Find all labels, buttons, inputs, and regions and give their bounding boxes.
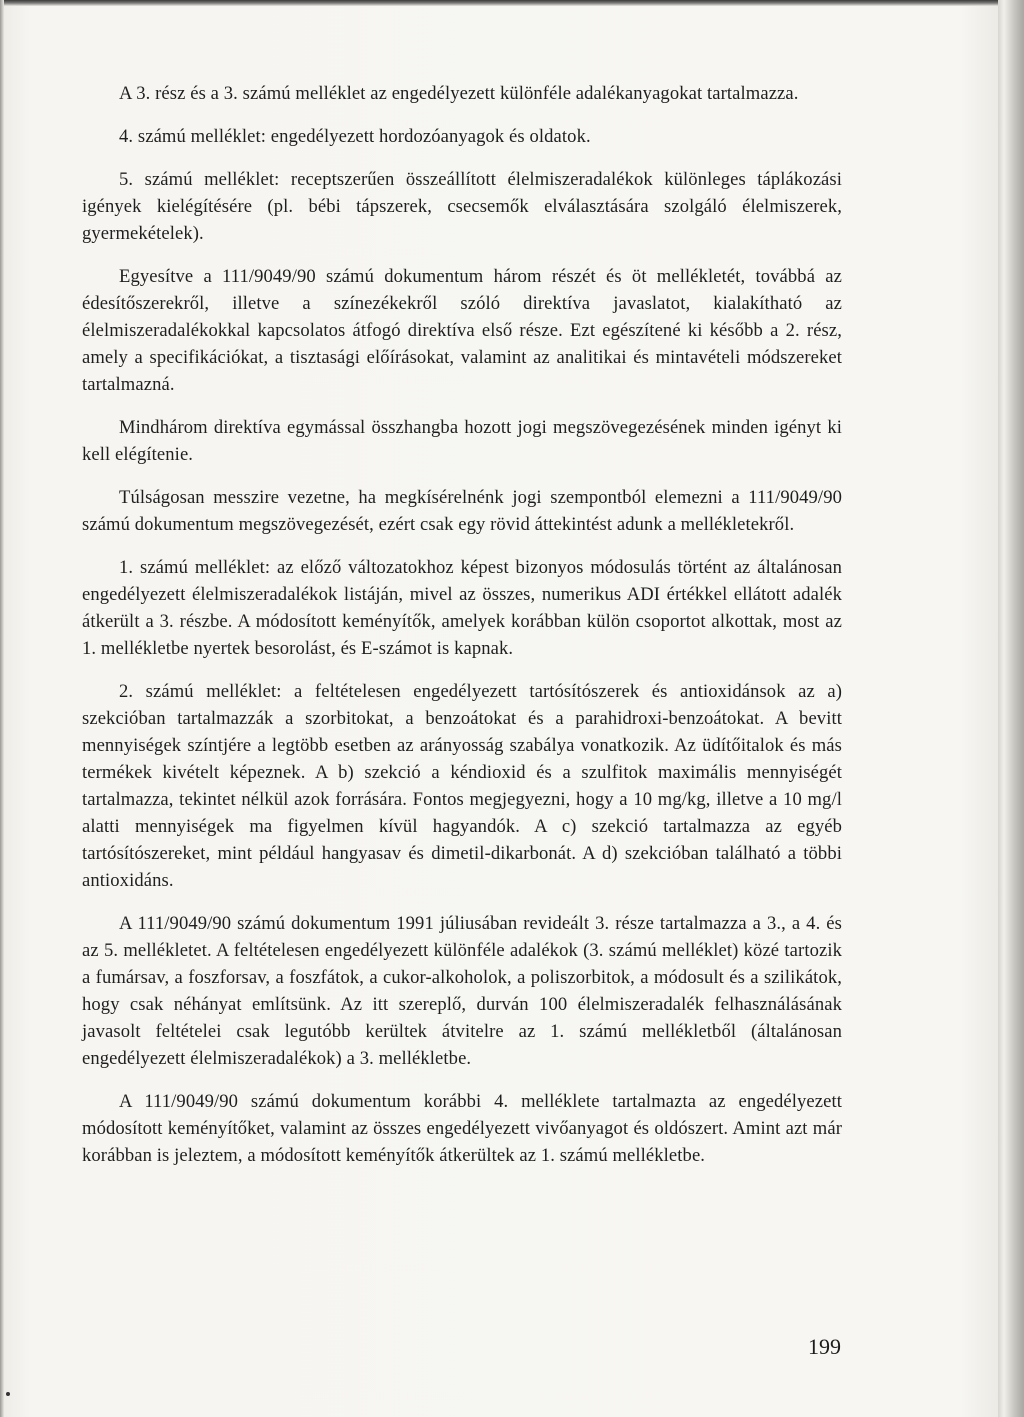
paragraph-gap — [82, 538, 842, 554]
paragraph-annex-1: 1. számú melléklet: az előző változatokhoz képest bizonyos módosulás történt az általánosan engedélyezett élelmiszeradalékok listáján, mivel az összes, numerikus ADI értékkel ellátott adalék átkerült a 3. részbe. A módosított keményítők, amelyek korábban külön csoportot alkottak, most az 1. mellékletbe nyertek besorolást, és E-számot is kapnak. — [82, 557, 842, 659]
page-top-edge — [0, 0, 1024, 6]
page-number: 199 — [808, 1334, 841, 1359]
paragraph-gap — [82, 107, 842, 123]
page-left-edge — [0, 0, 4, 1417]
scan-speck — [6, 1392, 10, 1396]
paragraph-gap — [82, 398, 842, 414]
paragraph-annex-2: 2. számú melléklet: a feltételesen engedélyezett tartósítószerek és antioxidánsok az a) szekcióban tartalmazzák a szorbitokat, a benzoátokat és a parahidroxi-benzoátokat. A bevitt mennyiségek színtjére a legtöbb esetben az arányosság szabálya vonatkozik. Az üdítőitalok és más termékek kivételt képeznek. A b) szekció a kéndioxid és a szulfitok maximális mennyiségét tartalmazza, tekintet nélkül azok forrására. Fontos megjegyezni, hogy a 10 mg/kg, illetve a 10 mg/l alatti mennyiségek ma figyelmen kívül hagyandók. A c) szekció tartalmazza az egyéb tartósítószereket, mint például hangyasav és dimetil-dikarbonát. A d) szekcióban található a többi antioxidáns. — [82, 681, 842, 891]
paragraph-gap — [82, 468, 842, 484]
paragraph-three-directives: Mindhárom direktíva egymással összhangba hozott jogi megszövegezésének minden igényt ki kell elégítenie. — [82, 417, 842, 465]
paragraph-annex-5: 5. számú melléklet: receptszerűen összeállított élelmiszeradalékok különleges táplákozási igények kielégítésére (pl. bébi tápszerek, csecsemők elválasztására szolgáló élelmiszerek, gyermekételek). — [82, 169, 842, 244]
paragraph-annex-4: 4. számú melléklet: engedélyezett hordozóanyagok és oldatok. — [119, 126, 591, 147]
paragraph-legal-overview: Túlságosan messzire vezetne, ha megkísérelnénk jogi szempontból elemezni a 111/9049/90 számú dokumentum megszövegezését, ezért csak egy rövid áttekintést adunk a mellékletekről. — [82, 487, 842, 535]
body-text — [82, 80, 842, 1169]
paragraph-gap — [82, 247, 842, 263]
paragraph-part-3-intro: A 3. rész és a 3. számú melléklet az engedélyezett különféle adalékanyagokat tartalmazza. — [119, 83, 799, 104]
paragraph-part-3-revision: A 111/9049/90 számú dokumentum 1991 júliusában revideált 3. része tartalmazza a 3., a 4. és az 5. mellékletet. A feltételesen engedélyezett különféle adalékok (3. számú melléklet) közé tartozik a fumársav, a foszforsav, a foszfátok, a cukor-alkoholok, a poliszorbitok, a módosult és a szilikátok, hogy csak néhányat említsünk. Az itt szereplő, durván 100 élelmiszeradalék felhasználásának javasolt feltételei csak legutóbb kerültek átvitelre az 1. számú mellékletből (általánosan engedélyezett élelmiszeradalékok) a 3. mellékletbe. — [82, 913, 842, 1069]
paragraph-gap — [82, 894, 842, 910]
paragraph-combined-directive: Egyesítve a 111/9049/90 számú dokumentum három részét és öt mellékletét, továbbá az édesítőszerekről, illetve a színezékekről szóló direktíva javaslatot, kialakítható az élelmiszeradalékokkal kapcsolatos átfogó direktíva első része. Ezt egészítené ki később a 2. rész, amely a specifikációkat, a tisztasági előírásokat, valamint az analitikai és mintavételi módszereket tartalmazná. — [82, 266, 842, 395]
paragraph-gap — [82, 662, 842, 678]
paragraph-gap — [82, 1072, 842, 1088]
page-right-edge — [998, 0, 1024, 1417]
paragraph-former-annex-4: A 111/9049/90 számú dokumentum korábbi 4. melléklete tartalmazta az engedélyezett módosított keményítőket, valamint az összes engedélyezett vivőanyagot és oldószert. Amint azt már korábban is jeleztem, a módosított keményítők átkerültek az 1. számú mellékletbe. — [82, 1091, 842, 1166]
paragraph-gap — [82, 150, 842, 166]
